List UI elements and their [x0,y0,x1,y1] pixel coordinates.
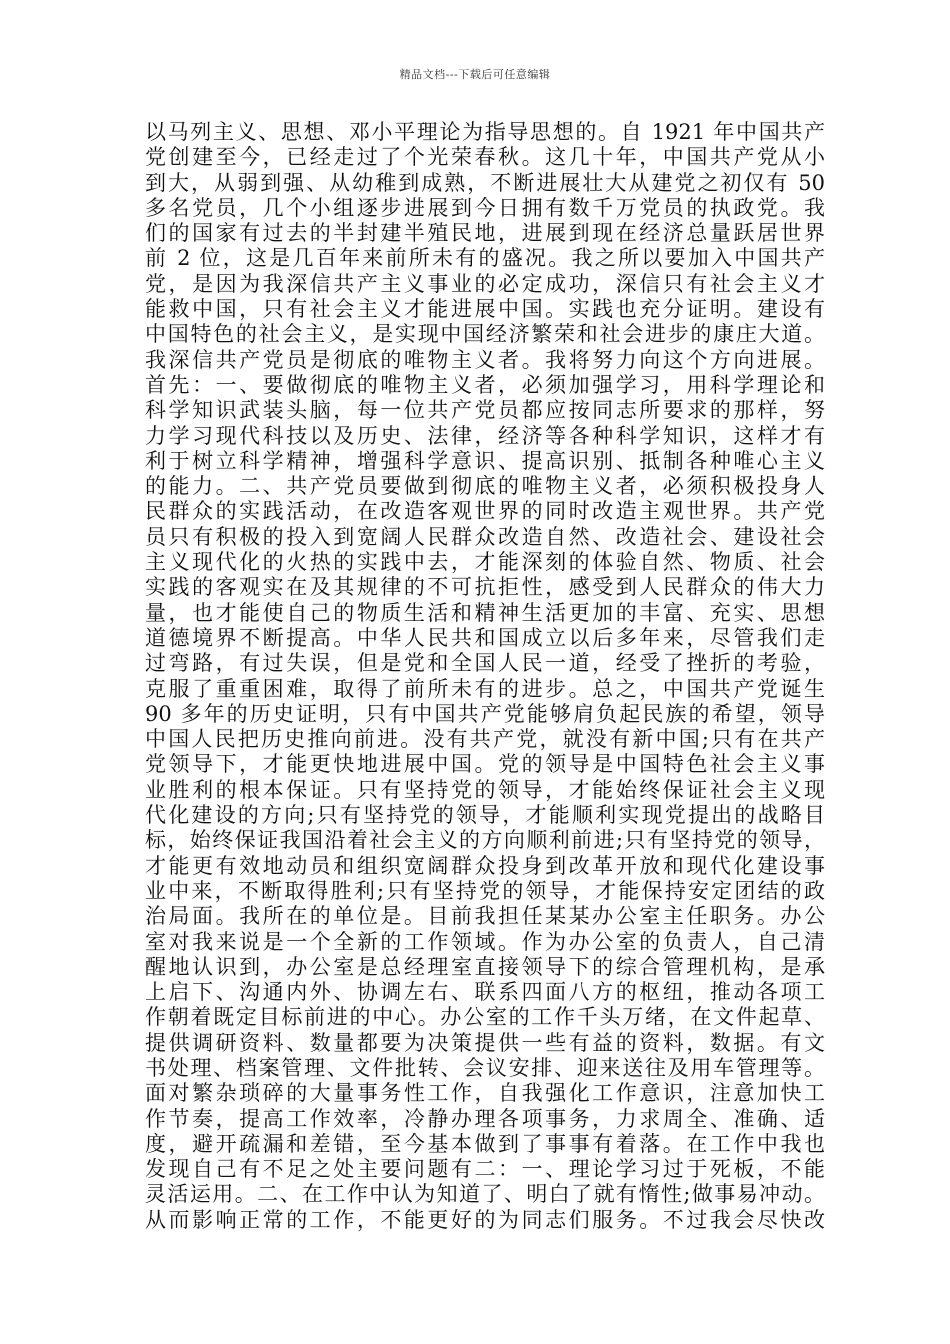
text-line: 从而影响正常的工作，不能更好的为同志们服务。不过我会尽快改 [145,1207,825,1232]
text-line: 利于树立科学精神，增强科学意识、提高识别、抵制各种唯心主义 [145,448,825,473]
text-line: 党创建至今，已经走过了个光荣春秋。这几十年，中国共产党从小 [145,145,825,170]
text-line: 道德境界不断提高。中华人民共和国成立以后多年来，尽管我们走 [145,625,825,650]
text-line: 党领导下，才能更快地进展中国。党的领导是中国特色社会主义事 [145,752,825,777]
text-line: 醒地认识到，办公室是总经理室直接领导下的综合管理机构，是承 [145,954,825,979]
text-line: 标，始终保证我国沿着社会主义的方向顺利前进;只有坚持党的领导， [145,828,825,853]
text-line: 代化建设的方向;只有坚持党的领导，才能顺利实现党提出的战略目 [145,803,825,828]
text-line: 克服了重重困难，取得了前所未有的进步。总之，中国共产党诞生 [145,676,825,701]
text-line: 首先：一、要做彻底的唯物主义者，必须加强学习，用科学理论和 [145,372,825,397]
text-line: 量，也才能使自己的物质生活和精神生活更加的丰富、充实、思想 [145,600,825,625]
text-line: 能救中国，只有社会主义才能进展中国。实践也充分证明。建设有 [145,297,825,322]
text-line: 面对繁杂琐碎的大量事务性工作，自我强化工作意识，注意加快工 [145,1081,825,1106]
text-line: 90 多年的历史证明，只有中国共产党能够肩负起民族的希望，领导 [145,701,825,726]
text-line: 主义现代化的火热的实践中去，才能深刻的体验自然、物质、社会 [145,550,825,575]
text-line: 科学知识武装头脑，每一位共产党员都应按同志所要求的那样，努 [145,398,825,423]
page-header: 精品文档---下载后可任意编辑 [399,68,551,81]
text-line: 党，是因为我深信共产主义事业的必定成功，深信只有社会主义才 [145,271,825,296]
text-line: 过弯路，有过失误，但是党和全国人民一道，经受了挫折的考验， [145,651,825,676]
text-line: 民群众的实践活动，在改造客观世界的同时改造主观世界。共产党 [145,499,825,524]
text-line: 多名党员，几个小组逐步进展到今日拥有数千万党员的执政党。我 [145,195,825,220]
text-line: 以马列主义、思想、邓小平理论为指导思想的。自 1921 年中国共产 [145,120,825,144]
text-line: 室对我来说是一个全新的工作领域。作为办公室的负责人，自己清 [145,929,825,954]
text-line: 发现自己有不足之处主要问题有二：一、理论学习过于死板，不能 [145,1157,825,1182]
text-line: 度，避开疏漏和差错，至今基本做到了事事有着落。在工作中我也 [145,1131,825,1156]
text-line: 提供调研资料、数量都要为决策提供一些有益的资料，数据。有文 [145,1030,825,1055]
text-line: 业中来，不断取得胜利;只有坚持党的领导，才能保持安定团结的政 [145,878,825,903]
text-line: 灵活运用。二、在工作中认为知道了、明白了就有惰性;做事易冲动。 [145,1182,825,1207]
text-line: 中国人民把历史推向前进。没有共产党，就没有新中国;只有在共产 [145,727,825,752]
text-line: 实践的客观实在及其规律的不可抗拒性，感受到人民群众的伟大力 [145,575,825,600]
text-line: 的能力。二、共产党员要做到彻底的唯物主义者，必须积极投身人 [145,474,825,499]
body-text [145,120,825,1233]
text-line: 中国特色的社会主义，是实现中国经济繁荣和社会进步的康庄大道。 [145,322,825,347]
text-line: 力学习现代科技以及历史、法律，经济等各种科学知识，这样才有 [145,423,825,448]
text-line: 员只有积极的投入到宽阔人民群众改造自然、改造社会、建设社会 [145,524,825,549]
text-line: 作朝着既定目标前进的中心。办公室的工作千头万绪，在文件起草、 [145,1005,825,1030]
text-line: 治局面。我所在的单位是。目前我担任某某办公室主任职务。办公 [145,904,825,929]
text-line: 业胜利的根本保证。只有坚持党的领导，才能始终保证社会主义现 [145,777,825,802]
text-line: 们的国家有过去的半封建半殖民地，进展到现在经济总量跃居世界 [145,221,825,246]
text-line: 到大，从弱到强、从幼稚到成熟，不断进展壮大从建党之初仅有 50 [145,170,825,195]
text-line: 才能更有效地动员和组织宽阔群众投身到改革开放和现代化建设事 [145,853,825,878]
text-line: 作节奏，提高工作效率，冷静办理各项事务，力求周全、准确、适 [145,1106,825,1131]
text-line: 前 2 位，这是几百年来前所未有的盛况。我之所以要加入中国共产 [145,246,825,271]
text-line: 书处理、档案管理、文件批转、会议安排、迎来送往及用车管理等。 [145,1055,825,1080]
text-line: 我深信共产党员是彻底的唯物主义者。我将努力向这个方向进展。 [145,347,825,372]
text-line: 上启下、沟通内外、协调左右、联系四面八方的枢纽，推动各项工 [145,980,825,1005]
